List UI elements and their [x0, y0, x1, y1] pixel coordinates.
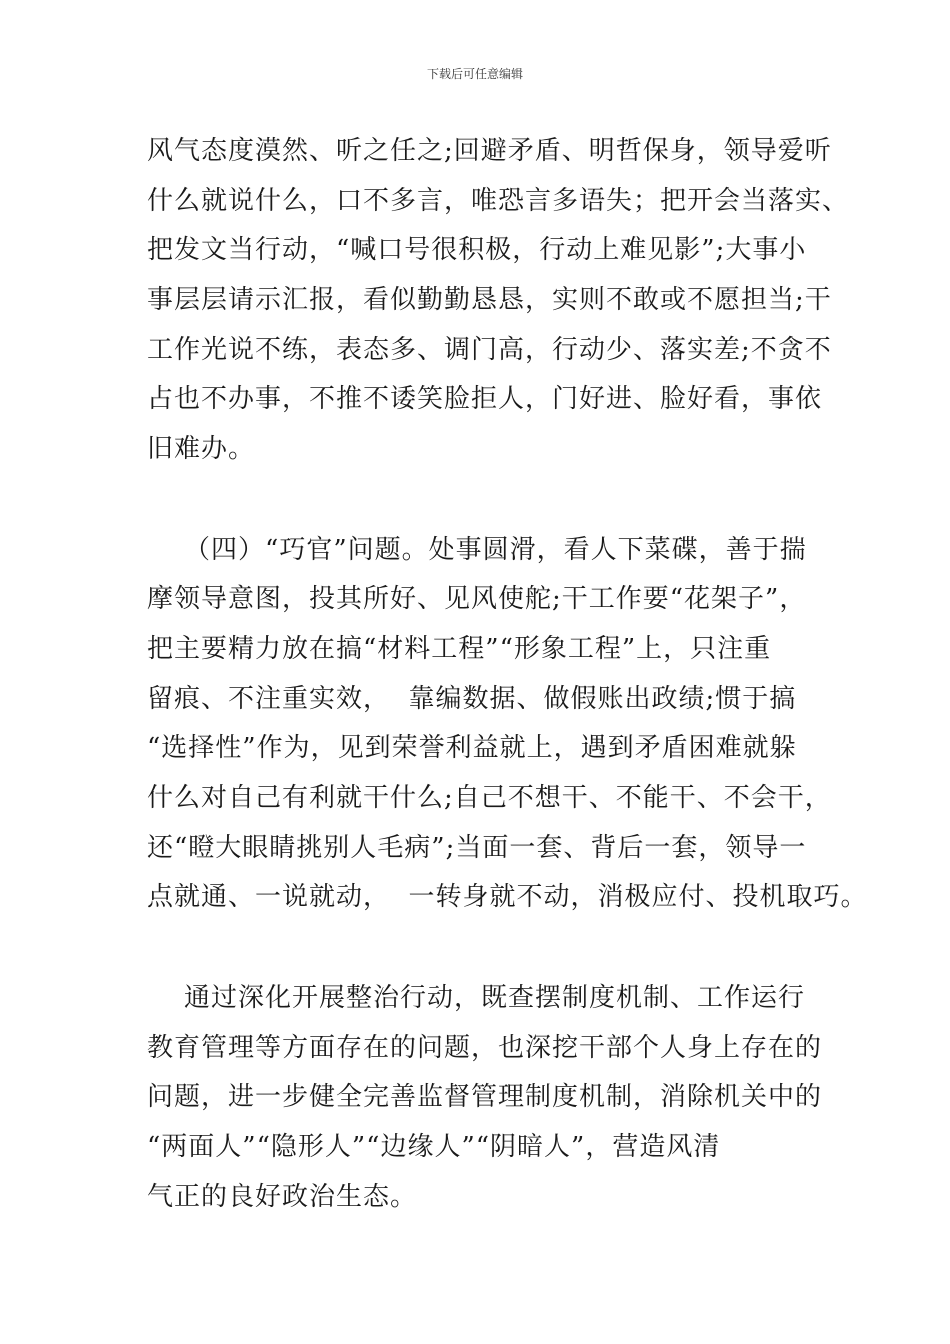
paragraph-1-line-2: 什么就说什么，口不多言，唯恐言多语失；把开会当落实、 [147, 186, 850, 216]
paragraph-3-line-3: 问题，进一步健全完善监督管理制度机制，消除机关中的 [147, 1082, 823, 1112]
paragraph-1-line-4: 事层层请示汇报，看似勤勤恳恳，实则不敢或不愿担当;干 [147, 285, 832, 315]
paragraph-2-line-1: （四）“巧官”问题。处事圆滑，看人下菜碟，善于揣 [147, 535, 807, 565]
paragraph-2-line-4: 留痕、不注重实效， 靠编数据、做假账出政绩;惯于搞 [147, 684, 797, 714]
paragraph-2-line-6: 什么对自己有利就干什么;自己不想干、不能干、不会干， [147, 783, 832, 813]
page-header: 下载后可任意编辑 [426, 67, 523, 81]
paragraph-1-line-5: 工作光说不练，表态多、调门高，行动少、落实差;不贪不 [147, 335, 832, 365]
paragraph-1-line-1: 风气态度漠然、听之任之;回避矛盾、明哲保身，领导爱听 [147, 136, 832, 166]
paragraph-3-line-4: “两面人”“隐形人”“边缘人”“阴暗人”，营造风清 [147, 1132, 721, 1162]
paragraph-3-line-2: 教育管理等方面存在的问题，也深挖干部个人身上存在的 [147, 1033, 823, 1063]
paragraph-2-line-7: 还“瞪大眼睛挑别人毛病”;当面一套、背后一套，领导一 [147, 833, 807, 863]
paragraph-2-line-3: 把主要精力放在搞“材料工程”“形象工程”上，只注重 [147, 634, 772, 664]
paragraph-1-line-7: 旧难办。 [147, 434, 256, 464]
paragraph-3-line-5: 气正的良好政治生态。 [147, 1182, 418, 1212]
paragraph-2-line-8: 点就通、一说就动， 一转身就不动，消极应付、投机取巧。 [147, 882, 868, 912]
paragraph-2-line-2: 摩领导意图，投其所好、见风使舵;干工作要“花架子”， [147, 584, 807, 614]
paragraph-2-line-5: “选择性”作为，见到荣誉利益就上，遇到矛盾困难就躲 [147, 733, 797, 763]
paragraph-1-line-6: 占也不办事，不推不诿笑脸拒人，门好进、脸好看，事依 [147, 384, 823, 414]
paragraph-1-line-3: 把发文当行动，“喊口号很积极，行动上难见影”;大事小 [147, 235, 807, 265]
paragraph-3-line-1: 通过深化开展整治行动，既查摆制度机制、工作运行 [147, 983, 806, 1013]
